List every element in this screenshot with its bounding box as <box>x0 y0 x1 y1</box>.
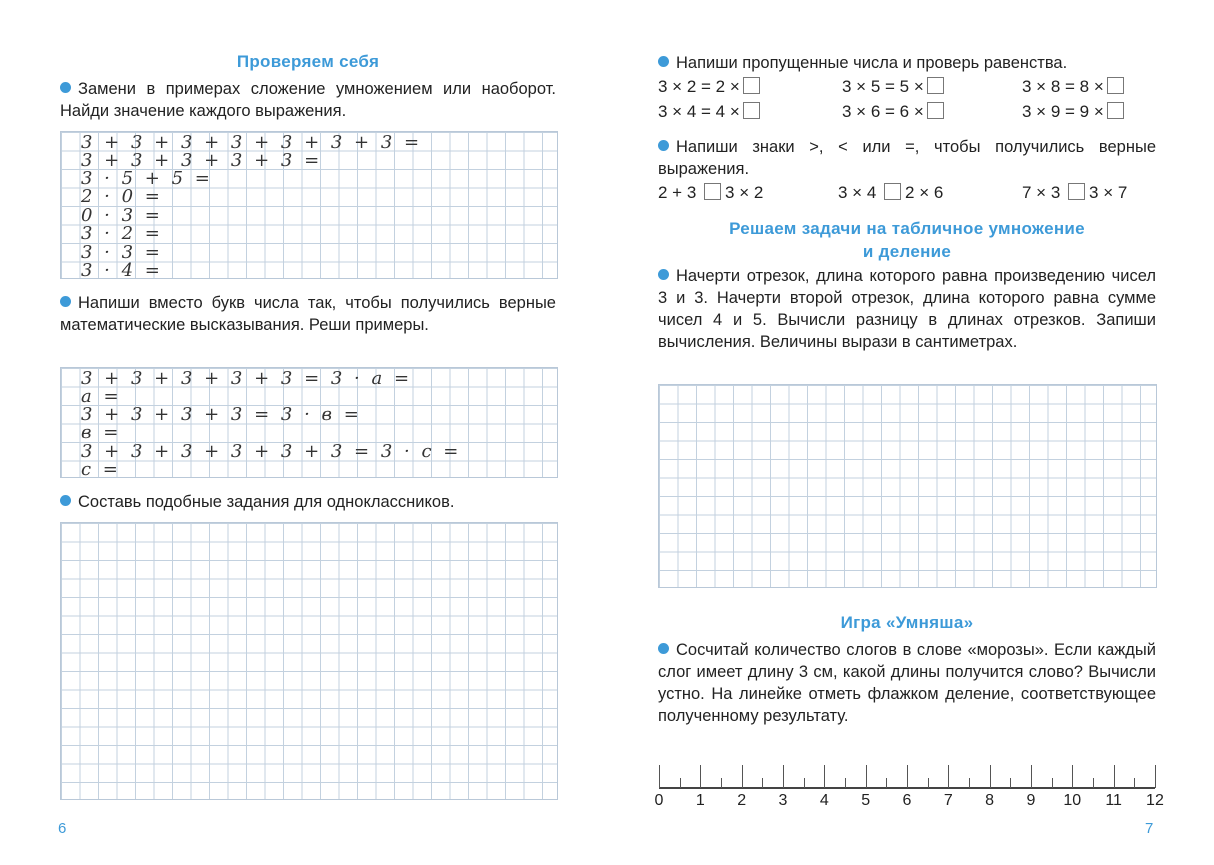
right-grid[interactable] <box>658 384 1157 588</box>
handwritten-line: 3 · 3 = <box>81 242 163 263</box>
ruler-major-tick <box>742 765 743 788</box>
answer-box[interactable] <box>743 77 760 94</box>
answer-box[interactable] <box>1107 102 1124 119</box>
ruler-major-tick <box>1072 765 1073 788</box>
ruler-major-tick <box>1155 765 1156 788</box>
bullet-icon <box>60 296 71 307</box>
comparison: 3 × 4 2 × 6 <box>838 183 944 202</box>
equation: 3 × 9 = 9 × <box>1022 102 1124 122</box>
ruler-label: 6 <box>902 792 912 809</box>
answer-box[interactable] <box>927 77 944 94</box>
ruler-major-tick <box>700 765 701 788</box>
comparison: 7 × 3 3 × 7 <box>1022 183 1128 202</box>
handwritten-line: 3 · 2 = <box>81 223 163 244</box>
ruler-major-tick <box>659 765 660 788</box>
ruler[interactable] <box>640 760 1180 820</box>
left-grid-3[interactable] <box>60 522 558 800</box>
left-task1-text: Замени в примерах сложение умножением или наоборот. Найди значение каждого выражения. <box>60 80 556 120</box>
equation: 3 × 5 = 5 × <box>842 77 944 97</box>
ruler-label: 0 <box>654 792 664 809</box>
handwritten-line: 2 · 0 = <box>81 186 163 207</box>
sign-box[interactable] <box>884 183 901 200</box>
right-task3-text: Начерти отрезок, длина которого равна произведению чисел 3 и 3. Начерти второй отрезок, длина которого равна сумме чисел 4 и 5. Вычисли разницу в длинах отрезков. Запиши вычисления. Величины вырази в сантиметрах. <box>658 267 1156 351</box>
sign-box[interactable] <box>1068 183 1085 200</box>
ruler-minor-tick <box>1134 778 1135 788</box>
page-number-right: 7 <box>1145 820 1154 837</box>
right-task2-text: Напиши знаки >, < или =, чтобы получились верные выражения. <box>658 138 1156 178</box>
handwritten-line: 3 + 3 + 3 + 3 = 3 · в = <box>81 404 362 425</box>
bullet-icon <box>658 643 669 654</box>
ruler-major-tick <box>907 765 908 788</box>
ruler-label: 4 <box>819 792 829 809</box>
ruler-major-tick <box>824 765 825 788</box>
ruler-minor-tick <box>1052 778 1053 788</box>
ruler-major-tick <box>1114 765 1115 788</box>
handwritten-line: 3 · 5 + 5 = <box>81 168 213 189</box>
ruler-label: 8 <box>985 792 995 809</box>
handwritten-line: в = <box>81 422 122 443</box>
right-task2 <box>658 136 1156 180</box>
ruler-major-tick <box>1031 765 1032 788</box>
comparison: 2 + 3 3 × 2 <box>658 183 764 202</box>
ruler-minor-tick <box>1010 778 1011 788</box>
handwritten-line: 3 + 3 + 3 + 3 + 3 = 3 · a = <box>81 368 413 389</box>
bullet-icon <box>658 269 669 280</box>
ruler-minor-tick <box>804 778 805 788</box>
ruler-minor-tick <box>845 778 846 788</box>
equation: 3 × 4 = 4 × <box>658 102 760 122</box>
right-task4 <box>658 639 1156 727</box>
bullet-icon <box>60 82 71 93</box>
handwritten-line: 3 + 3 + 3 + 3 + 3 + 3 + 3 = <box>81 132 423 153</box>
ruler-minor-tick <box>721 778 722 788</box>
ruler-major-tick <box>990 765 991 788</box>
left-grid-2 <box>60 367 558 478</box>
handwritten-line: 3 + 3 + 3 + 3 + 3 = <box>81 150 323 171</box>
handwritten-line: 0 · 3 = <box>81 205 163 226</box>
ruler-label: 10 <box>1063 792 1082 809</box>
right-heading-2: Решаем задачи на табличное умножение и деление <box>729 219 1085 261</box>
bullet-icon <box>658 140 669 151</box>
bullet-icon <box>60 495 71 506</box>
answer-box[interactable] <box>1107 77 1124 94</box>
left-task3-text: Составь подобные задания для одноклассников. <box>78 493 455 511</box>
ruler-minor-tick <box>928 778 929 788</box>
answer-box[interactable] <box>743 102 760 119</box>
bullet-icon <box>658 56 669 67</box>
ruler-label: 1 <box>695 792 705 809</box>
ruler-major-tick <box>783 765 784 788</box>
right-heading-3: Игра «Умняша» <box>840 613 974 632</box>
ruler-label: 5 <box>861 792 871 809</box>
left-task2 <box>60 292 556 336</box>
handwritten-line: a = <box>81 386 122 407</box>
sign-box[interactable] <box>704 183 721 200</box>
right-task4-text: Сосчитай количество слогов в слове «морозы». Если каждый слог имеет длину 3 см, какой длины получится слово? Вычисли устно. На линейке отметь флажком деление, соответствующее полученному результату. <box>658 641 1156 725</box>
right-task1 <box>658 52 1156 74</box>
right-task1-text: Напиши пропущенные числа и проверь равенства. <box>676 54 1068 72</box>
ruler-minor-tick <box>969 778 970 788</box>
handwritten-line: 3 · 4 = <box>81 260 163 281</box>
ruler-minor-tick <box>680 778 681 788</box>
ruler-minor-tick <box>762 778 763 788</box>
ruler-minor-tick <box>1093 778 1094 788</box>
equation: 3 × 8 = 8 × <box>1022 77 1124 97</box>
equation: 3 × 2 = 2 × <box>658 77 760 97</box>
ruler-label: 12 <box>1146 792 1164 809</box>
left-task1 <box>60 78 556 122</box>
ruler-major-tick <box>948 765 949 788</box>
ruler-major-tick <box>866 765 867 788</box>
left-task2-text: Напиши вместо букв числа так, чтобы получились верные математические высказывания. Реши примеры. <box>60 294 556 334</box>
ruler-minor-tick <box>886 778 887 788</box>
left-grid-1 <box>60 131 558 279</box>
answer-box[interactable] <box>927 102 944 119</box>
page-number-left: 6 <box>58 820 67 837</box>
equation: 3 × 6 = 6 × <box>842 102 944 122</box>
ruler-label: 11 <box>1105 792 1122 809</box>
left-heading: Проверяем себя <box>236 52 380 71</box>
left-task3 <box>60 491 556 513</box>
ruler-label: 9 <box>1026 792 1036 809</box>
handwritten-line: c = <box>81 459 121 480</box>
ruler-label: 2 <box>737 792 747 809</box>
ruler-label: 3 <box>778 792 788 809</box>
handwritten-line: 3 + 3 + 3 + 3 + 3 + 3 = 3 · c = <box>81 441 462 462</box>
ruler-label: 7 <box>943 792 953 809</box>
right-task3 <box>658 265 1156 353</box>
